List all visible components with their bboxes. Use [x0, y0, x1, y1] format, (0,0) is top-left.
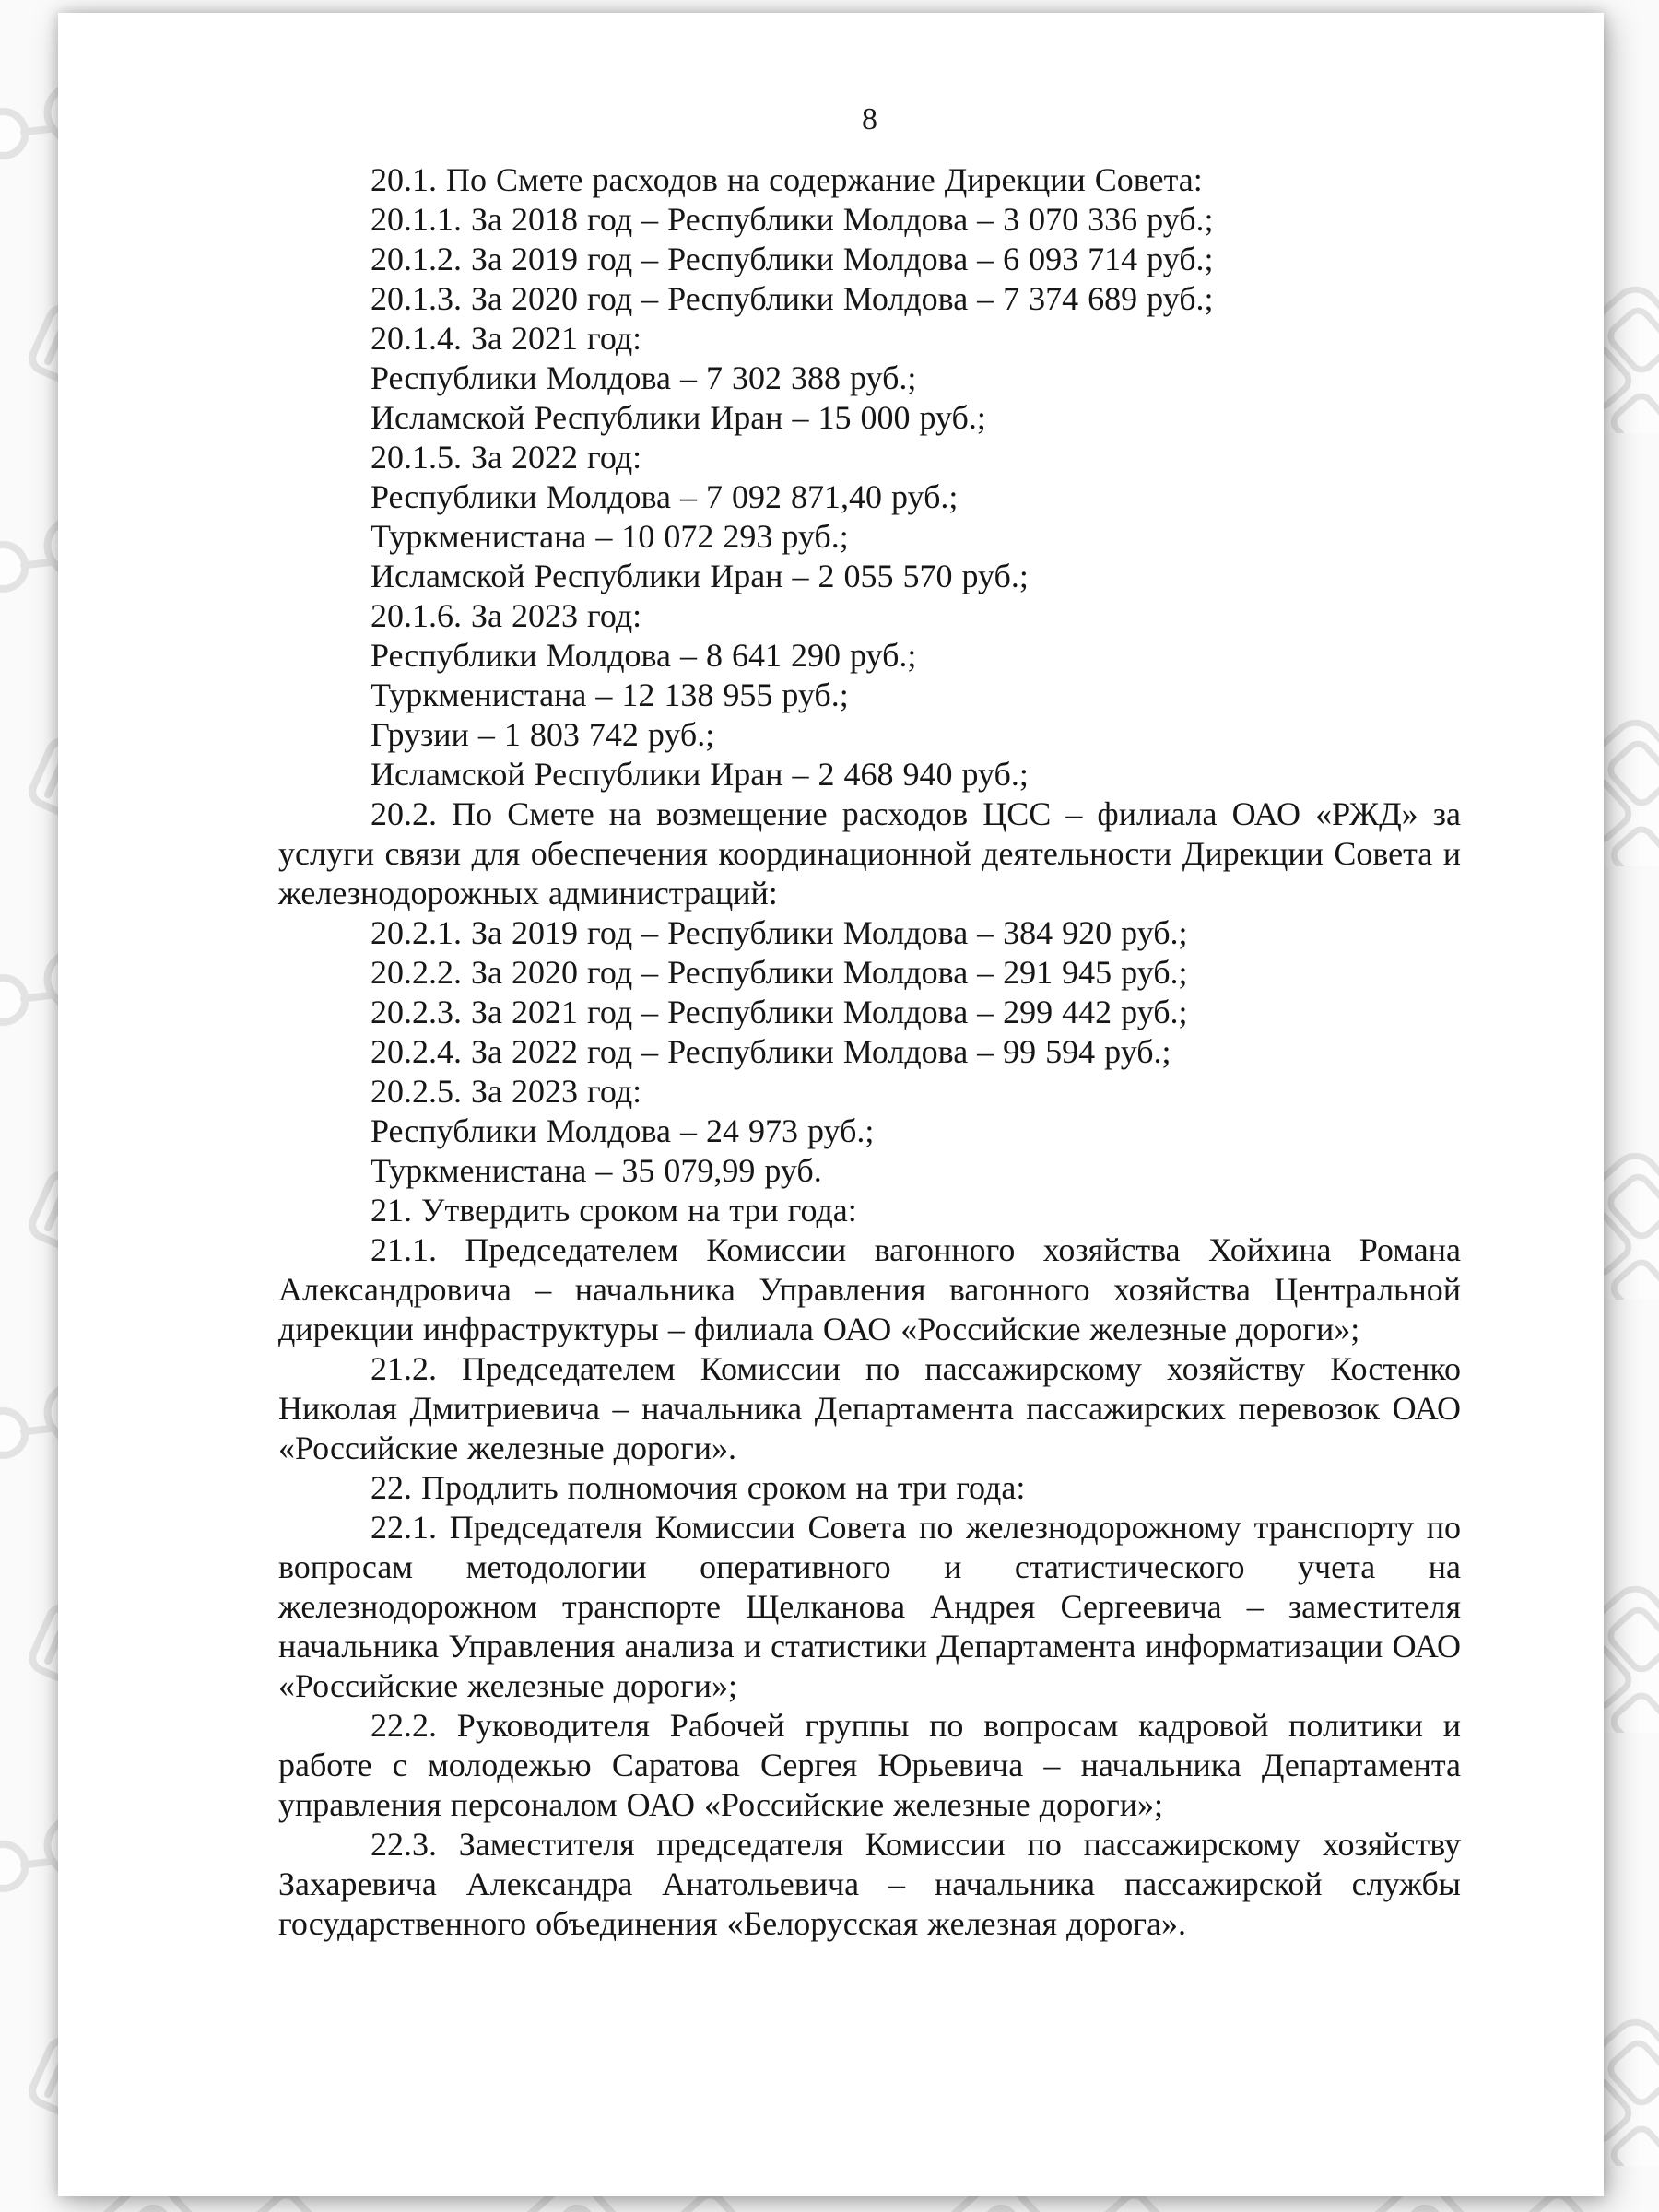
paragraph: Республики Молдова – 8 641 290 руб.; [371, 637, 917, 674]
paragraph: 20.2.5. За 2023 год: [371, 1073, 642, 1110]
paragraph: Исламской Республики Иран – 2 468 940 руб.; [371, 756, 1029, 793]
paragraph: 21.1. Председателем Комиссии вагонного хозяйства Хойхина Романа Александровича – начальника Управления вагонного хозяйства Центральной дирекции инфраструктуры – филиала ОАО «Российские железные дороги»; [278, 1231, 1461, 1347]
paragraph: Исламской Республики Иран – 2 055 570 руб.; [371, 558, 1029, 594]
paragraph: 21.2. Председателем Комиссии по пассажирскому хозяйству Костенко Николая Дмитриевича – начальника Департамента пассажирских перевозок ОАО «Российские железные дороги». [278, 1350, 1461, 1466]
page-number: 8 [862, 102, 877, 136]
paragraph: Грузии – 1 803 742 руб.; [371, 716, 715, 753]
paragraph: Исламской Республики Иран – 15 000 руб.; [371, 399, 986, 436]
paragraph: 20.2.2. За 2020 год – Республики Молдова – 291 945 руб.; [371, 954, 1188, 991]
paragraph: 20.2.4. За 2022 год – Республики Молдова – 99 594 руб.; [371, 1033, 1171, 1070]
paragraph: 21. Утвердить сроком на три года: [371, 1192, 857, 1229]
paragraph: 22.3. Заместителя председателя Комиссии по пассажирскому хозяйству Захаревича Александра Анатольевича – начальника пассажирской службы государственного объединения «Белорусская железная дорога». [278, 1826, 1461, 1942]
paragraph: Республики Молдова – 7 092 871,40 руб.; [371, 478, 959, 515]
document-page [58, 13, 1604, 2196]
paragraph: 20.1. По Смете расходов на содержание Дирекции Совета: [371, 161, 1203, 198]
paragraph: 20.2. По Смете на возмещение расходов ЦСС – филиала ОАО «РЖД» за услуги связи для обеспечения координационной деятельности Дирекции Совета и железнодорожных администраций: [278, 795, 1461, 912]
paragraph: 22.2. Руководителя Рабочей группы по вопросам кадровой политики и работе с молодежью Саратова Сергея Юрьевича – начальника Департамента управления персоналом ОАО «Российские железные дороги»; [278, 1707, 1461, 1823]
paragraph: 22. Продлить полномочия сроком на три года: [371, 1469, 1026, 1506]
paragraph: 20.1.5. За 2022 год: [371, 439, 642, 476]
paragraph: Туркменистана – 10 072 293 руб.; [371, 518, 849, 555]
paragraph: 22.1. Председателя Комиссии Совета по железнодорожному транспорту по вопросам методологии оперативного и статистического учета на железнодорожном транспорте Щелканова Андрея Сергеевича – заместителя начальника Управления анализа и статистики Департамента информатизации ОАО «Российские железные дороги»; [278, 1509, 1461, 1704]
document-body [278, 160, 1461, 1944]
paragraph: 20.1.4. За 2021 год: [371, 320, 642, 357]
paragraph: Туркменистана – 12 138 955 руб.; [371, 677, 849, 713]
paragraph: 20.2.1. За 2019 год – Республики Молдова – 384 920 руб.; [371, 914, 1188, 951]
paragraph: 20.1.6. За 2023 год: [371, 597, 642, 634]
paragraph: 20.1.3. За 2020 год – Республики Молдова – 7 374 689 руб.; [371, 280, 1214, 317]
paragraph: Туркменистана – 35 079,99 руб. [371, 1152, 822, 1189]
paragraph: 20.1.1. За 2018 год – Республики Молдова – 3 070 336 руб.; [371, 201, 1214, 238]
paragraph: Республики Молдова – 7 302 388 руб.; [371, 359, 917, 396]
paragraph: 20.1.2. За 2019 год – Республики Молдова – 6 093 714 руб.; [371, 241, 1214, 277]
paragraph: Республики Молдова – 24 973 руб.; [371, 1112, 875, 1149]
paragraph: 20.2.3. За 2021 год – Республики Молдова – 299 442 руб.; [371, 994, 1188, 1030]
